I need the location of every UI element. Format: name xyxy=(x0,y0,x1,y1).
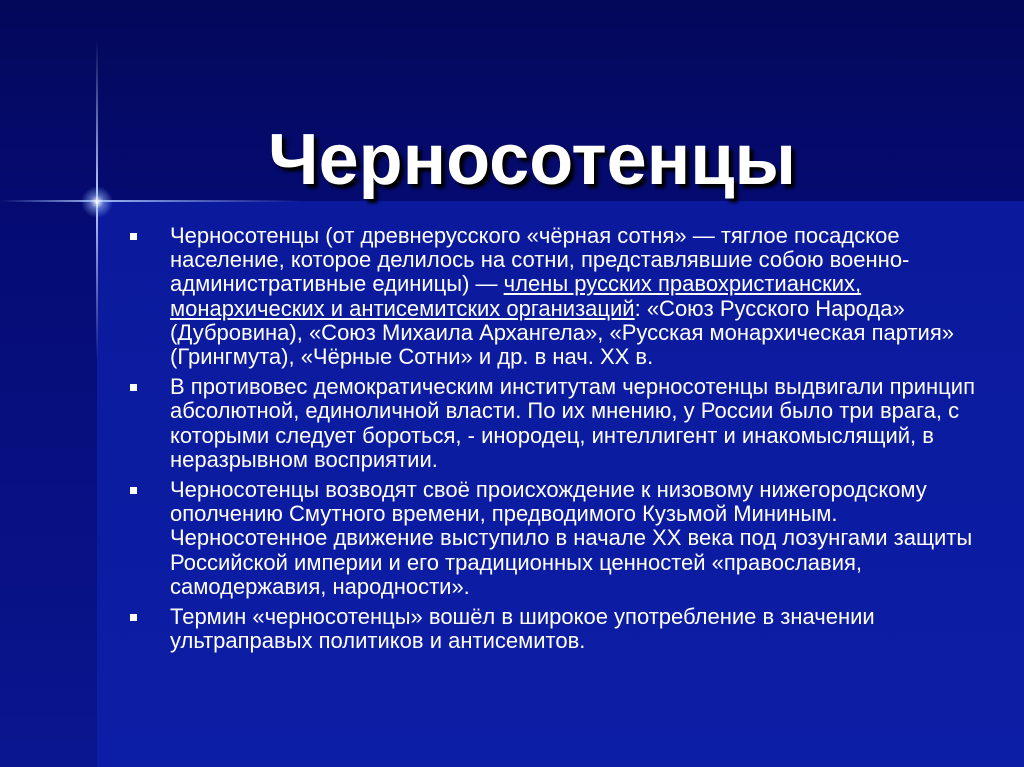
bullet-item xyxy=(128,605,988,653)
square-bullet-icon xyxy=(130,384,137,391)
bullet-item xyxy=(128,375,988,472)
bullet-item xyxy=(128,224,988,369)
bullet-text: Термин «черносотенцы» вошёл в широкое употребление в значении ультраправых политиков и антисемитов. xyxy=(170,604,875,654)
square-bullet-icon xyxy=(130,614,137,621)
square-bullet-icon xyxy=(130,487,137,494)
square-bullet-icon xyxy=(130,233,137,240)
bullet-text: Черносотенцы возводят своё происхождение к низовому нижегородскому ополчению Смутного времени, предводимого Кузьмой Мининым. Черносотенное движение выступило в начале XX века под лозунгами защиты Российской империи и его традиционных ценностей «православия, самодержавия, народности». xyxy=(170,477,973,599)
bullet-item xyxy=(128,478,988,599)
slide-title: Черносотенцы xyxy=(268,120,796,201)
organizations-link[interactable]: члены русских правохристианских, монархических и антисемитских организаций xyxy=(170,271,862,321)
bullet-text: : «Союз Русского Народа» (Дубровина), «Союз Михаила Архангела», «Русская монархическая партия» (Грингмута), «Чёрные Сотни» и др. в нач. XX в. xyxy=(170,295,954,370)
bullet-list xyxy=(128,224,988,659)
bullet-text: В противовес демократическим институтам черносотенцы выдвигали принцип абсолютной, единоличной власти. По их мнению, у России было три врага, с которыми следует бороться, - инородец, интеллигент и инакомыслящий, в неразрывном восприятии. xyxy=(170,374,975,472)
bullet-text: Черносотенцы (от древнерусского «чёрная сотня» — тяглое посадское население, которое делилось на сотни, представлявшие собою военно-административные единицы) — xyxy=(170,223,910,297)
